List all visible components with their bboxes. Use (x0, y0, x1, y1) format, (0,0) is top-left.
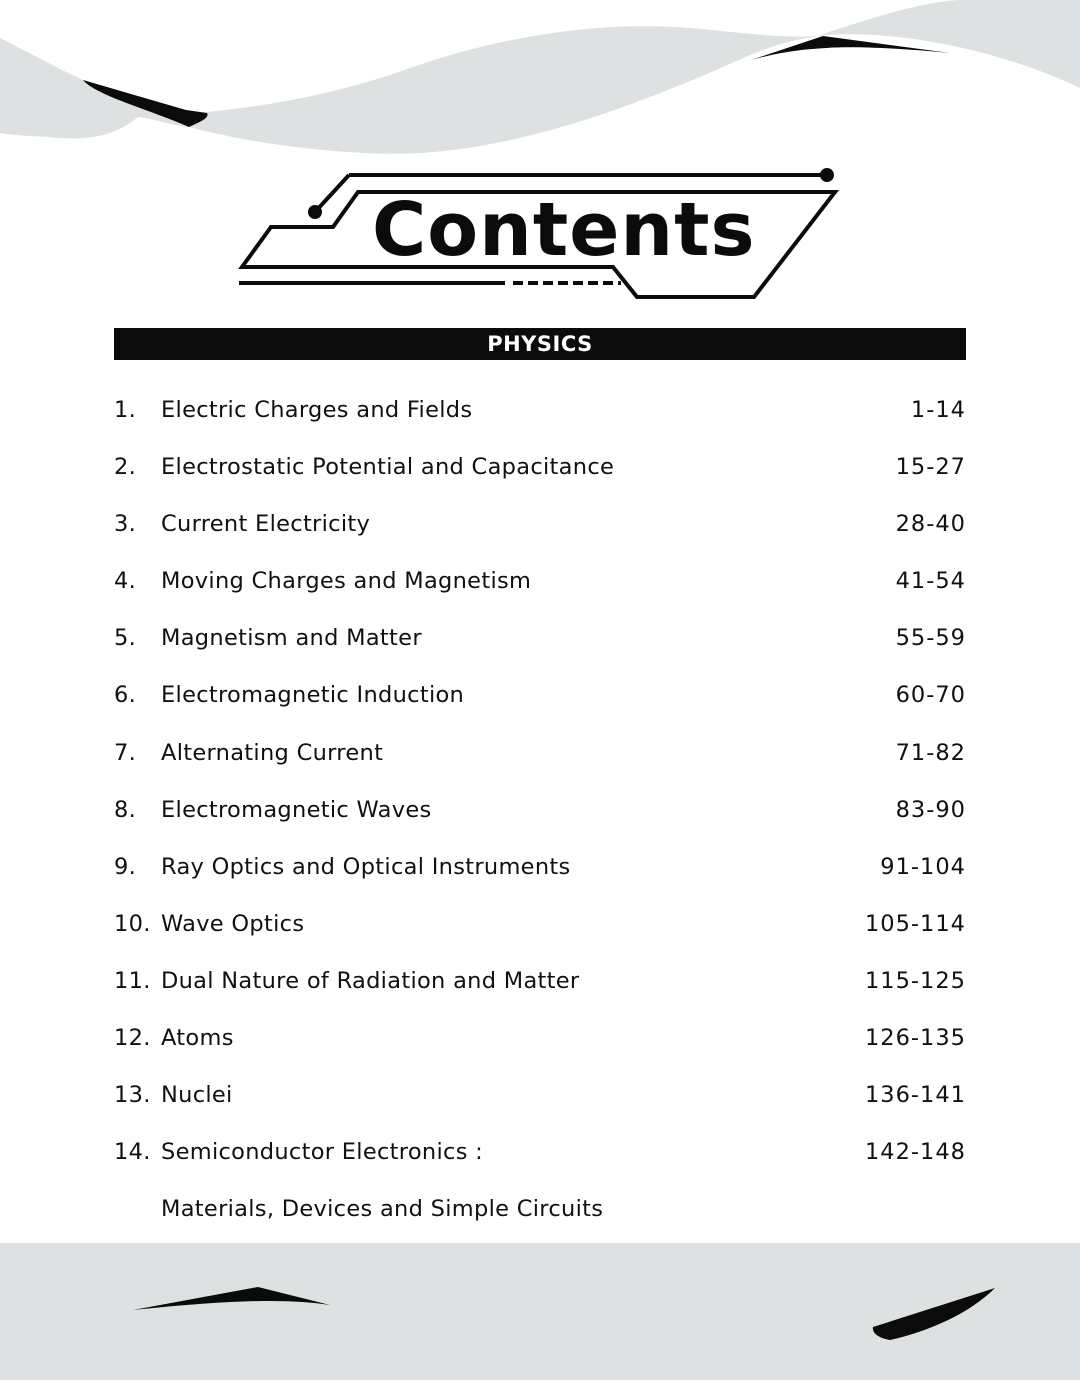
toc-entry (114, 447, 966, 504)
toc-entry (114, 904, 966, 961)
toc-entry (114, 790, 966, 847)
entry-pages: 15-27 (895, 454, 966, 481)
table-of-contents (114, 390, 966, 1246)
toc-entry (114, 961, 966, 1018)
toc-entry (114, 504, 966, 561)
entry-pages: 115-125 (864, 967, 966, 994)
entry-title: Materials, Devices and Simple Circuits (161, 1196, 604, 1223)
toc-entry (114, 675, 966, 732)
toc-entry (114, 733, 966, 790)
entry-number: 6. (114, 682, 137, 709)
entry-pages: 60-70 (895, 682, 966, 709)
page-title: Contents (372, 187, 756, 273)
toc-entry (114, 561, 966, 618)
entry-pages: 136-141 (864, 1082, 966, 1109)
entry-pages: 105-114 (864, 910, 966, 937)
entry-number: 8. (114, 796, 137, 823)
entry-number: 10. (114, 910, 151, 937)
entry-title: Nuclei (161, 1082, 233, 1109)
toc-entry (114, 390, 966, 447)
entry-pages: 91-104 (880, 853, 966, 880)
entry-title: Electric Charges and Fields (161, 397, 473, 423)
entry-pages: 1-14 (910, 397, 966, 423)
entry-title: Moving Charges and Magnetism (161, 568, 532, 595)
entry-pages: 71-82 (895, 739, 966, 766)
toc-entry (114, 618, 966, 675)
bottom-swooshes (0, 1243, 1080, 1380)
entry-title: Alternating Current (161, 739, 384, 766)
entry-title: Magnetism and Matter (161, 625, 422, 652)
entry-number: 4. (114, 568, 137, 595)
entry-pages: 142-148 (864, 1139, 966, 1166)
entry-number: 11. (114, 967, 151, 994)
entry-title: Wave Optics (161, 910, 305, 937)
entry-number: 5. (114, 625, 137, 652)
toc-entry (114, 1132, 966, 1189)
black-swoosh-right (873, 1288, 995, 1340)
entry-title: Ray Optics and Optical Instruments (161, 853, 571, 880)
entry-number: 12. (114, 1025, 151, 1052)
entry-title: Semiconductor Electronics : (161, 1139, 484, 1166)
entry-number: 14. (114, 1139, 151, 1166)
entry-title: Electromagnetic Waves (161, 796, 432, 823)
entry-pages: 55-59 (895, 625, 966, 652)
circuit-node (820, 168, 834, 182)
bottom-band-decoration (0, 1243, 1080, 1380)
entry-number: 9. (114, 853, 137, 880)
toc-entry (114, 1018, 966, 1075)
entry-number: 2. (114, 454, 137, 481)
entry-number: 1. (114, 397, 137, 423)
entry-title: Current Electricity (161, 511, 371, 538)
gray-wave (0, 0, 1080, 154)
entry-pages: 83-90 (895, 796, 966, 823)
entry-title: Electrostatic Potential and Capacitance (161, 454, 615, 481)
entry-number: 3. (114, 511, 137, 538)
entry-pages: 126-135 (864, 1025, 966, 1052)
toc-entry (114, 847, 966, 904)
entry-pages: 41-54 (895, 568, 966, 595)
entry-number: 13. (114, 1082, 151, 1109)
entry-title: Dual Nature of Radiation and Matter (161, 967, 580, 994)
circuit-node (308, 205, 322, 219)
toc-entry (114, 1075, 966, 1132)
entry-title: Atoms (161, 1025, 234, 1052)
entry-pages: 28-40 (895, 511, 966, 538)
entry-number: 7. (114, 739, 137, 766)
black-swoosh-left (133, 1287, 330, 1310)
section-header-physics: PHYSICS (114, 328, 966, 360)
entry-title: Electromagnetic Induction (161, 682, 465, 709)
toc-entry (114, 1189, 966, 1246)
